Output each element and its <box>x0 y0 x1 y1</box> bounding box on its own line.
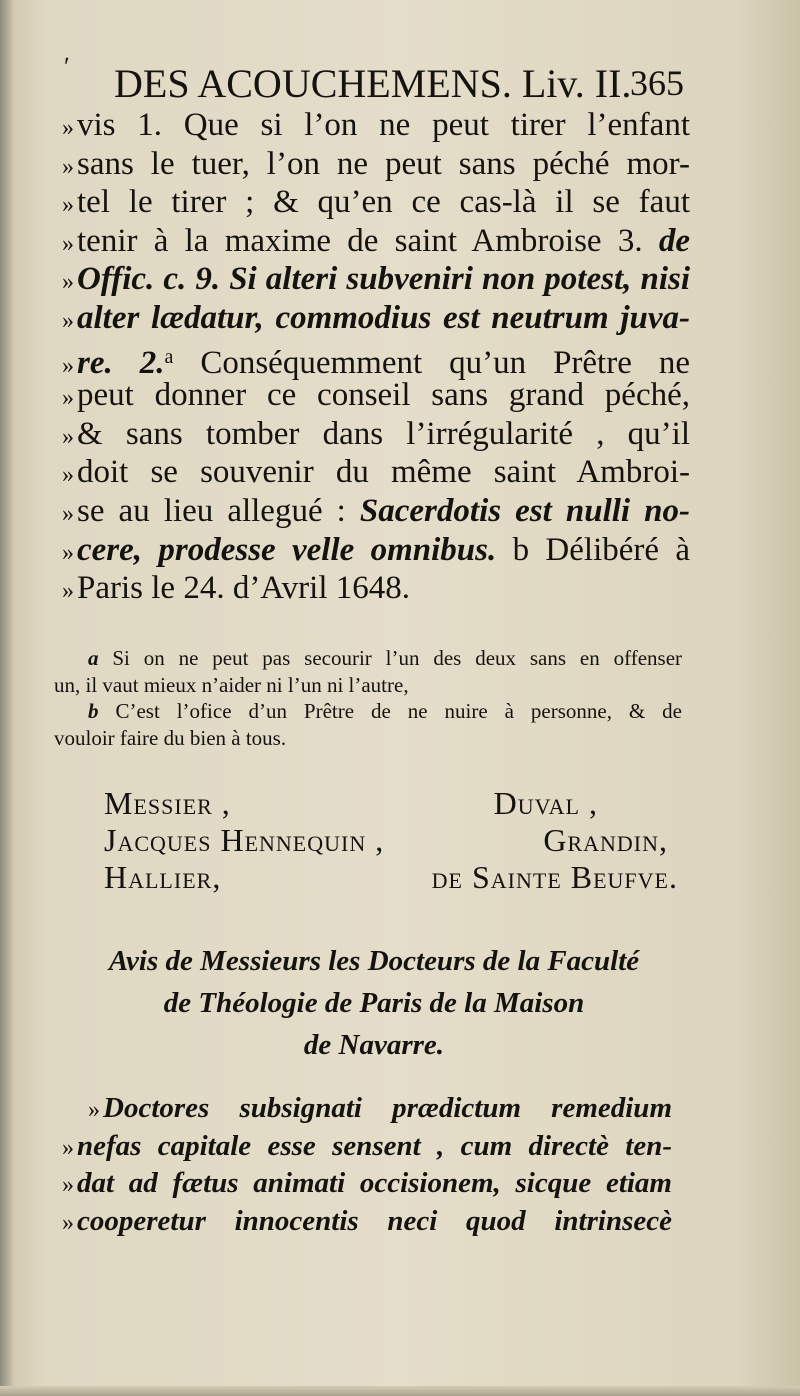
footnote-ref-a: a <box>164 345 174 368</box>
signature-row <box>104 859 678 896</box>
text-line: » & sans tomber dans l’irrégularité , qu’il <box>62 415 690 452</box>
text-line: » Offic. c. 9. Si alteri subveniri non potest, nisi <box>62 261 690 298</box>
signature: Grandin, <box>543 822 668 858</box>
main-text <box>62 106 690 608</box>
signature-row <box>104 822 678 859</box>
signature: Messier , <box>104 785 231 821</box>
text-line: » sans le tuer, l’on ne peut sans péché mor- <box>62 145 690 182</box>
signatures <box>104 785 678 896</box>
text-line: » doit se souvenir du même saint Ambroi- <box>62 454 690 491</box>
page-header <box>64 52 684 110</box>
text-line: » vis 1. Que si l’on ne peut tirer l’enfant <box>62 107 690 143</box>
signature: de Sainte Beufve. <box>431 859 678 895</box>
text-line: » se au lieu allegué : Sacerdotis est nulli no- <box>62 492 690 529</box>
text-line: » re. 2.$^a$ Conséquemment qu’un Prêtre ne <box>62 344 690 381</box>
signature: Duval , <box>493 785 598 821</box>
signature: Hallier, <box>104 859 222 895</box>
text-line: » Doctores subsignati prædictum remedium <box>88 1092 672 1124</box>
footnotes <box>54 645 682 751</box>
footnote-b: b C’est l’ofice d’un Prêtre de ne nuire à personne, & de <box>88 699 682 723</box>
running-title: DES ACOUCHEMENS. Liv. II. <box>114 61 632 106</box>
header-mark: ʹ <box>64 52 70 81</box>
footnote-a-cont: un, il vaut mieux n’aider ni l’un ni l’autre, <box>54 672 409 697</box>
text-line: » cooperetur innocentis neci quod intrinsecè <box>62 1204 672 1237</box>
page-bottom-edge <box>0 1386 800 1396</box>
latin-text <box>62 1090 672 1240</box>
text-line: » alter lædatur, commodius est neutrum juva- <box>62 299 690 336</box>
signature: Jacques Hennequin , <box>104 822 385 858</box>
text-line: » tel le tirer ; & qu’en ce cas-là il se faut <box>62 184 690 221</box>
text-line: » Paris le 24. d’Avril 1648. <box>62 570 411 607</box>
text-line: » tenir à la maxime de saint Ambroise 3. de <box>62 222 690 259</box>
footnote-a: a Si on ne peut pas secourir l’un des deux sans en offenser <box>88 646 683 670</box>
page-number: 365 <box>630 63 684 103</box>
text-line: » peut donner ce conseil sans grand péché, <box>62 377 690 414</box>
text-line: » nefas capitale esse sensent , cum directè ten- <box>62 1129 672 1162</box>
text-line: » cere, prodesse velle omnibus. b Délibéré à <box>62 531 690 568</box>
text-line: » dat ad fætus animati occisionem, sicque etiam <box>62 1167 672 1199</box>
footnote-b-cont: vouloir faire du bien à tous. <box>54 725 287 750</box>
section-title: Avis de Messieurs les Docteurs de la Faculté de Théologie de Paris de la Maison de Navarre. <box>108 945 640 1061</box>
page-gutter-shadow <box>0 0 14 1396</box>
signature-row <box>104 785 678 822</box>
